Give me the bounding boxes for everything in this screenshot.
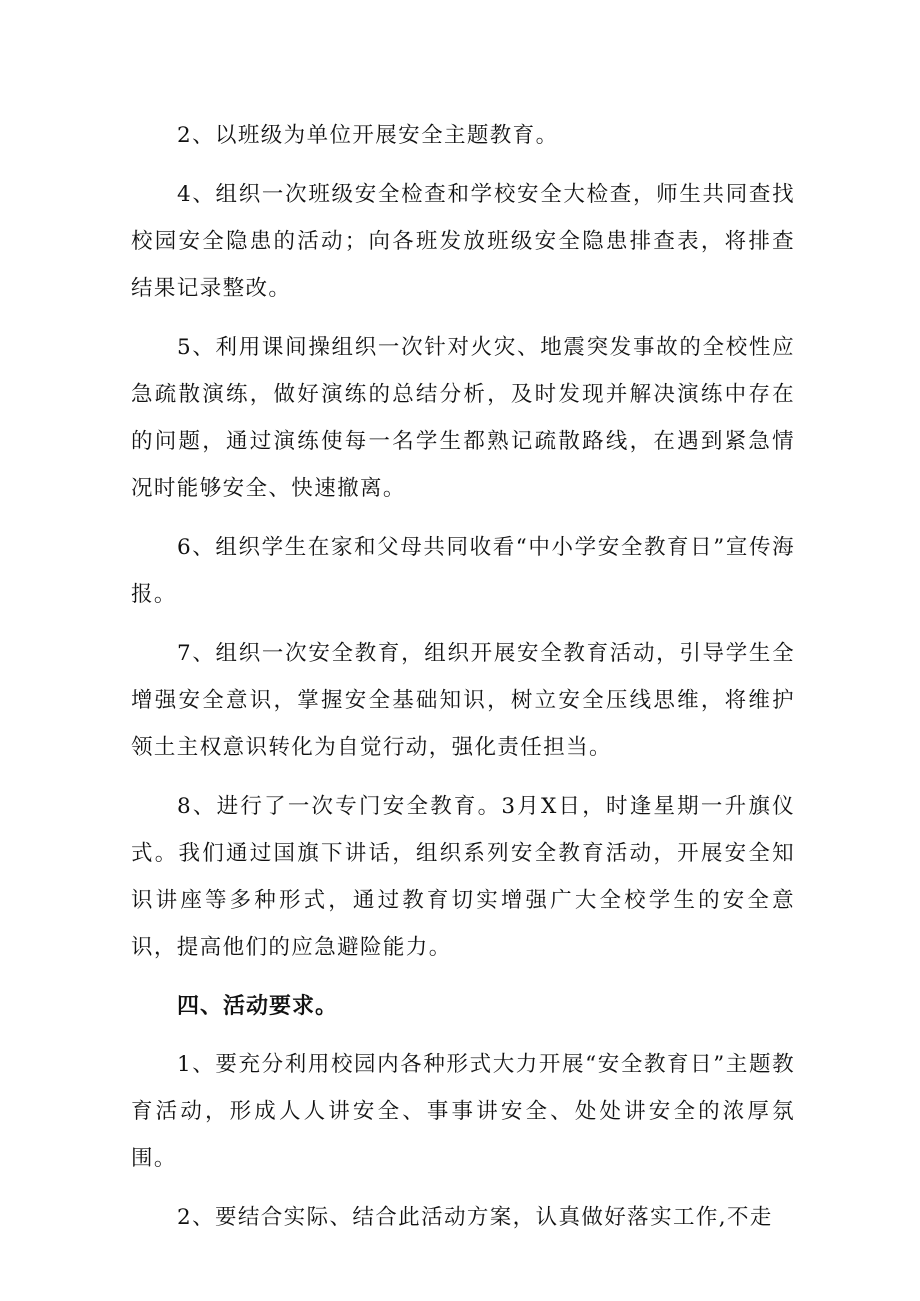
paragraph-requirement-2: 2、要结合实际、结合此活动方案，认真做好落实工作,不走 [177,1205,773,1230]
paragraph-item-4: 4、组织一次班级安全检查和学校安全大检查，师生共同查找校园安全隐患的活动；向各班发放班级安全隐患排查表，将排查结果记录整改。 [131,182,795,301]
paragraph-item-2: 2、以班级为单位开展安全主题教育。 [177,123,559,148]
paragraph-requirement-1: 1、要充分利用校园内各种形式大力开展“安全教育日”主题教育活动，形成人人讲安全、事事讲安全、处处讲安全的浓厚氛围。 [131,1052,795,1171]
section-heading-activity-requirements: 四、活动要求。 [177,994,339,1019]
paragraph-item-5: 5、利用课间操组织一次针对火灾、地震突发事故的全校性应急疏散演练，做好演练的总结分析，及时发现并解决演练中存在的问题，通过演练使每一名学生都熟记疏散路线，在遇到紧急情况时能够安全、快速撤离。 [131,335,795,501]
document-body [131,112,795,1253]
paragraph-item-7: 7、组织一次安全教育，组织开展安全教育活动，引导学生全增强安全意识，掌握安全基础知识，树立安全压线思维，将维护领土主权意识转化为自觉行动，强化责任担当。 [131,641,795,760]
paragraph-item-6: 6、组织学生在家和父母共同收看“中小学安全教育日”宣传海报。 [131,535,795,607]
paragraph-item-8: 8、进行了一次专门安全教育。3月X日，时逢星期一升旗仪式。我们通过国旗下讲话，组织系列安全教育活动，开展安全知识讲座等多种形式，通过教育切实增强广大全校学生的安全意识，提高他们的应急避险能力。 [131,794,795,960]
